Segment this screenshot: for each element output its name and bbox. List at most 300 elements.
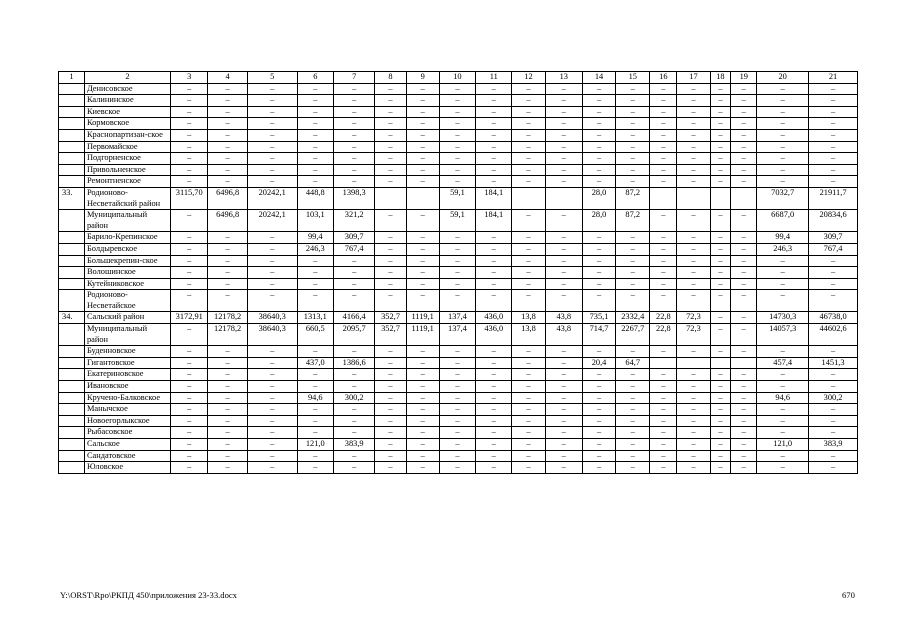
value-cell: – [650, 95, 677, 107]
value-cell: – [650, 404, 677, 416]
value-cell: – [171, 357, 208, 369]
value-cell: – [582, 450, 615, 462]
value-cell: – [650, 176, 677, 188]
row-number-cell [59, 164, 85, 176]
table-row [59, 95, 858, 107]
value-cell: 457,4 [757, 357, 809, 369]
table-row [59, 439, 858, 451]
value-cell: – [333, 255, 375, 267]
value-cell: 436,0 [476, 324, 512, 346]
table-row [59, 324, 858, 346]
value-cell: – [375, 462, 406, 474]
value-cell: – [582, 462, 615, 474]
value-cell: – [650, 267, 677, 279]
value-cell: – [710, 324, 731, 346]
value-cell: – [545, 346, 582, 358]
territory-name-cell: Болдыревское [84, 243, 170, 255]
value-cell: – [171, 141, 208, 153]
value-cell: – [710, 243, 731, 255]
row-number-cell [59, 415, 85, 427]
value-cell: – [439, 153, 475, 165]
value-cell: – [406, 267, 439, 279]
value-cell: 1398,3 [333, 187, 375, 209]
value-cell: – [512, 427, 545, 439]
value-cell: – [512, 346, 545, 358]
value-cell: – [809, 369, 858, 381]
value-cell: 14057,3 [757, 324, 809, 346]
value-cell: – [545, 210, 582, 232]
territory-name-cell: Манычское [84, 404, 170, 416]
table-row [59, 153, 858, 165]
value-cell: – [650, 369, 677, 381]
value-cell: – [333, 141, 375, 153]
value-cell [710, 187, 731, 209]
value-cell: – [171, 176, 208, 188]
value-cell: 246,3 [297, 243, 333, 255]
value-cell: 436,0 [476, 312, 512, 324]
value-cell: 46738,0 [809, 312, 858, 324]
value-cell: – [710, 404, 731, 416]
territory-name-cell: Привольненское [84, 164, 170, 176]
value-cell: – [650, 381, 677, 393]
value-cell: – [297, 369, 333, 381]
value-cell: – [650, 290, 677, 312]
value-cell: – [333, 462, 375, 474]
value-cell: – [208, 357, 247, 369]
value-cell: – [809, 278, 858, 290]
value-cell: – [375, 129, 406, 141]
value-cell: – [247, 129, 297, 141]
value-cell: – [439, 346, 475, 358]
value-cell: – [439, 278, 475, 290]
value-cell: – [476, 404, 512, 416]
row-number-cell [59, 141, 85, 153]
value-cell: 44602,6 [809, 324, 858, 346]
value-cell: – [650, 83, 677, 95]
value-cell: – [247, 153, 297, 165]
value-cell: – [650, 439, 677, 451]
value-cell: – [809, 346, 858, 358]
row-number-cell [59, 176, 85, 188]
value-cell: – [208, 427, 247, 439]
value-cell: – [208, 439, 247, 451]
value-cell: – [297, 106, 333, 118]
value-cell: – [208, 95, 247, 107]
value-cell: – [677, 462, 710, 474]
value-cell: – [616, 255, 650, 267]
value-cell: – [512, 381, 545, 393]
value-cell: – [710, 439, 731, 451]
value-cell: – [757, 153, 809, 165]
table-row [59, 210, 858, 232]
value-cell: – [710, 176, 731, 188]
value-cell: – [582, 439, 615, 451]
value-cell: – [439, 267, 475, 279]
value-cell: – [333, 129, 375, 141]
column-number-cell: 18 [710, 72, 731, 84]
value-cell: – [809, 176, 858, 188]
value-cell: – [208, 129, 247, 141]
value-cell: 87,2 [616, 187, 650, 209]
value-cell: – [545, 83, 582, 95]
row-number-cell [59, 118, 85, 130]
value-cell: – [171, 210, 208, 232]
value-cell: – [297, 415, 333, 427]
value-cell: – [375, 439, 406, 451]
territory-name-cell: Барило-Крепинское [84, 232, 170, 244]
value-cell: – [439, 357, 475, 369]
value-cell: 43,8 [545, 324, 582, 346]
value-cell: – [171, 439, 208, 451]
value-cell: – [247, 357, 297, 369]
territory-name-cell: Денисовское [84, 83, 170, 95]
value-cell: – [375, 176, 406, 188]
value-cell: 20242,1 [247, 210, 297, 232]
value-cell: – [616, 462, 650, 474]
value-cell: – [476, 232, 512, 244]
territory-name-cell: Рыбасовское [84, 427, 170, 439]
column-number-cell: 4 [208, 72, 247, 84]
table-row [59, 267, 858, 279]
value-cell: – [731, 369, 757, 381]
value-cell [650, 187, 677, 209]
value-cell: – [439, 106, 475, 118]
value-cell: 20,4 [582, 357, 615, 369]
value-cell: – [406, 164, 439, 176]
row-number-cell [59, 232, 85, 244]
value-cell: – [512, 164, 545, 176]
value-cell: – [208, 290, 247, 312]
value-cell: 660,5 [297, 324, 333, 346]
value-cell: – [476, 392, 512, 404]
value-cell: – [333, 118, 375, 130]
value-cell: – [171, 232, 208, 244]
value-cell: – [476, 118, 512, 130]
value-cell: – [512, 141, 545, 153]
value-cell: – [809, 450, 858, 462]
territory-name-cell: Муниципальный район [84, 324, 170, 346]
value-cell: – [809, 141, 858, 153]
value-cell: – [809, 164, 858, 176]
value-cell: 321,2 [333, 210, 375, 232]
value-cell: – [731, 255, 757, 267]
value-cell: – [616, 346, 650, 358]
value-cell: – [757, 83, 809, 95]
row-number-cell [59, 357, 85, 369]
value-cell: – [439, 381, 475, 393]
value-cell: – [677, 106, 710, 118]
value-cell: – [650, 129, 677, 141]
value-cell: – [757, 369, 809, 381]
value-cell: – [375, 164, 406, 176]
value-cell: – [439, 415, 475, 427]
table-row [59, 118, 858, 130]
value-cell: – [731, 141, 757, 153]
territory-name-cell: Калининское [84, 95, 170, 107]
table-row [59, 129, 858, 141]
value-cell: 87,2 [616, 210, 650, 232]
value-cell: 7032,7 [757, 187, 809, 209]
value-cell: – [809, 83, 858, 95]
value-cell: 1451,3 [809, 357, 858, 369]
value-cell: – [171, 255, 208, 267]
value-cell: – [582, 290, 615, 312]
column-number-cell: 2 [84, 72, 170, 84]
column-number-cell: 3 [171, 72, 208, 84]
value-cell: – [476, 95, 512, 107]
value-cell: – [476, 83, 512, 95]
value-cell: – [731, 290, 757, 312]
row-number-cell [59, 290, 85, 312]
value-cell: – [616, 427, 650, 439]
row-number-cell [59, 427, 85, 439]
value-cell: – [616, 129, 650, 141]
value-cell: – [650, 210, 677, 232]
value-cell: 714,7 [582, 324, 615, 346]
value-cell: – [677, 95, 710, 107]
value-cell: – [333, 164, 375, 176]
value-cell: – [677, 278, 710, 290]
value-cell: – [439, 427, 475, 439]
table-row [59, 176, 858, 188]
value-cell: – [297, 176, 333, 188]
territory-name-cell: Сальское [84, 439, 170, 451]
value-cell: – [757, 141, 809, 153]
value-cell: – [375, 106, 406, 118]
value-cell: 59,1 [439, 210, 475, 232]
value-cell: – [545, 176, 582, 188]
value-cell: – [616, 232, 650, 244]
value-cell: – [710, 392, 731, 404]
value-cell: – [710, 164, 731, 176]
value-cell: – [333, 83, 375, 95]
value-cell: – [512, 278, 545, 290]
value-cell: – [545, 106, 582, 118]
value-cell: – [731, 232, 757, 244]
value-cell: – [545, 369, 582, 381]
territory-name-cell: Ремонтненское [84, 176, 170, 188]
value-cell: 38640,3 [247, 312, 297, 324]
value-cell: – [297, 95, 333, 107]
territory-name-cell: Кутейниковское [84, 278, 170, 290]
value-cell: – [476, 381, 512, 393]
value-cell [731, 357, 757, 369]
value-cell: – [710, 312, 731, 324]
territory-name-cell: Кручено-Балковское [84, 392, 170, 404]
value-cell: – [582, 381, 615, 393]
value-cell: – [731, 118, 757, 130]
table-row [59, 290, 858, 312]
value-cell: – [476, 164, 512, 176]
value-cell: – [439, 83, 475, 95]
value-cell: 21911,7 [809, 187, 858, 209]
value-cell: – [616, 290, 650, 312]
value-cell: – [677, 427, 710, 439]
value-cell: – [616, 141, 650, 153]
value-cell: – [809, 267, 858, 279]
file-path-footer: Y:\ORST\Rpo\РКПД 450\приложения 23-33.docx [60, 590, 237, 600]
value-cell: – [677, 141, 710, 153]
value-cell: – [406, 243, 439, 255]
value-cell: – [616, 404, 650, 416]
value-cell: – [406, 278, 439, 290]
value-cell: – [171, 106, 208, 118]
value-cell: – [757, 450, 809, 462]
value-cell: 137,4 [439, 324, 475, 346]
value-cell: – [208, 118, 247, 130]
value-cell: – [710, 106, 731, 118]
value-cell: – [406, 255, 439, 267]
value-cell: – [171, 243, 208, 255]
value-cell: – [616, 392, 650, 404]
value-cell: – [710, 232, 731, 244]
value-cell: – [375, 278, 406, 290]
value-cell: – [297, 118, 333, 130]
territory-name-cell: Подгорненское [84, 153, 170, 165]
value-cell: – [677, 404, 710, 416]
value-cell: 184,1 [476, 187, 512, 209]
column-number-cell: 6 [297, 72, 333, 84]
value-cell: – [582, 267, 615, 279]
value-cell: – [545, 404, 582, 416]
value-cell: – [406, 176, 439, 188]
territory-name-cell: Новоегорлыкское [84, 415, 170, 427]
value-cell: – [512, 290, 545, 312]
territory-name-cell: Екатериновское [84, 369, 170, 381]
column-number-cell: 5 [247, 72, 297, 84]
value-cell: – [406, 415, 439, 427]
value-cell: – [710, 255, 731, 267]
value-cell: – [406, 392, 439, 404]
value-cell: 184,1 [476, 210, 512, 232]
value-cell: – [731, 243, 757, 255]
value-cell: – [208, 164, 247, 176]
value-cell: – [677, 210, 710, 232]
value-cell: – [247, 118, 297, 130]
value-cell: 448,8 [297, 187, 333, 209]
row-number-cell [59, 404, 85, 416]
value-cell: 22,8 [650, 324, 677, 346]
value-cell: – [677, 153, 710, 165]
territory-name-cell: Ивановское [84, 381, 170, 393]
row-number-cell: 34. [59, 312, 85, 324]
value-cell: – [375, 255, 406, 267]
value-cell: – [333, 346, 375, 358]
column-number-cell: 21 [809, 72, 858, 84]
value-cell: – [406, 290, 439, 312]
value-cell: – [677, 129, 710, 141]
value-cell: – [512, 369, 545, 381]
value-cell: 352,7 [375, 312, 406, 324]
value-cell: – [171, 381, 208, 393]
table-row [59, 106, 858, 118]
value-cell: – [333, 106, 375, 118]
value-cell: – [208, 176, 247, 188]
table-row [59, 381, 858, 393]
value-cell: – [545, 255, 582, 267]
value-cell: – [333, 290, 375, 312]
value-cell: 6687,0 [757, 210, 809, 232]
value-cell: – [512, 267, 545, 279]
value-cell: – [512, 357, 545, 369]
value-cell: – [512, 404, 545, 416]
value-cell: – [476, 267, 512, 279]
row-number-cell [59, 381, 85, 393]
value-cell: – [247, 415, 297, 427]
value-cell: – [710, 381, 731, 393]
value-cell: 38640,3 [247, 324, 297, 346]
value-cell: – [757, 404, 809, 416]
value-cell: – [757, 462, 809, 474]
value-cell: – [650, 346, 677, 358]
value-cell: – [545, 290, 582, 312]
value-cell: – [731, 153, 757, 165]
territory-name-cell: Родионово-Несветайское [84, 290, 170, 312]
row-number-cell [59, 346, 85, 358]
value-cell: – [677, 415, 710, 427]
header-row [59, 72, 858, 84]
value-cell: – [247, 106, 297, 118]
value-cell: – [809, 290, 858, 312]
value-cell: – [247, 439, 297, 451]
value-cell: – [616, 83, 650, 95]
value-cell: – [582, 232, 615, 244]
row-number-cell [59, 324, 85, 346]
value-cell: – [208, 462, 247, 474]
value-cell: – [375, 210, 406, 232]
value-cell: – [710, 450, 731, 462]
value-cell: – [333, 153, 375, 165]
value-cell: – [406, 153, 439, 165]
value-cell: 99,4 [297, 232, 333, 244]
value-cell: – [650, 427, 677, 439]
value-cell: – [406, 369, 439, 381]
value-cell: – [731, 450, 757, 462]
value-cell: – [208, 232, 247, 244]
column-number-cell: 19 [731, 72, 757, 84]
table-row [59, 392, 858, 404]
value-cell: – [375, 450, 406, 462]
table-row [59, 404, 858, 416]
territory-name-cell: Киевское [84, 106, 170, 118]
value-cell: – [208, 415, 247, 427]
value-cell: – [757, 118, 809, 130]
value-cell: – [677, 369, 710, 381]
value-cell: – [171, 118, 208, 130]
value-cell: – [809, 95, 858, 107]
value-cell: 94,6 [757, 392, 809, 404]
value-cell: – [731, 404, 757, 416]
value-cell: – [406, 83, 439, 95]
value-cell: – [297, 290, 333, 312]
value-cell: – [757, 290, 809, 312]
value-cell: – [406, 450, 439, 462]
value-cell: – [375, 118, 406, 130]
value-cell: 121,0 [757, 439, 809, 451]
value-cell: – [809, 118, 858, 130]
value-cell: 352,7 [375, 324, 406, 346]
value-cell: 94,6 [297, 392, 333, 404]
value-cell: – [333, 176, 375, 188]
value-cell: – [731, 83, 757, 95]
value-cell: – [731, 95, 757, 107]
value-cell: – [297, 164, 333, 176]
value-cell: – [512, 129, 545, 141]
value-cell: – [439, 392, 475, 404]
value-cell: 28,0 [582, 187, 615, 209]
value-cell: – [297, 153, 333, 165]
value-cell: – [809, 404, 858, 416]
